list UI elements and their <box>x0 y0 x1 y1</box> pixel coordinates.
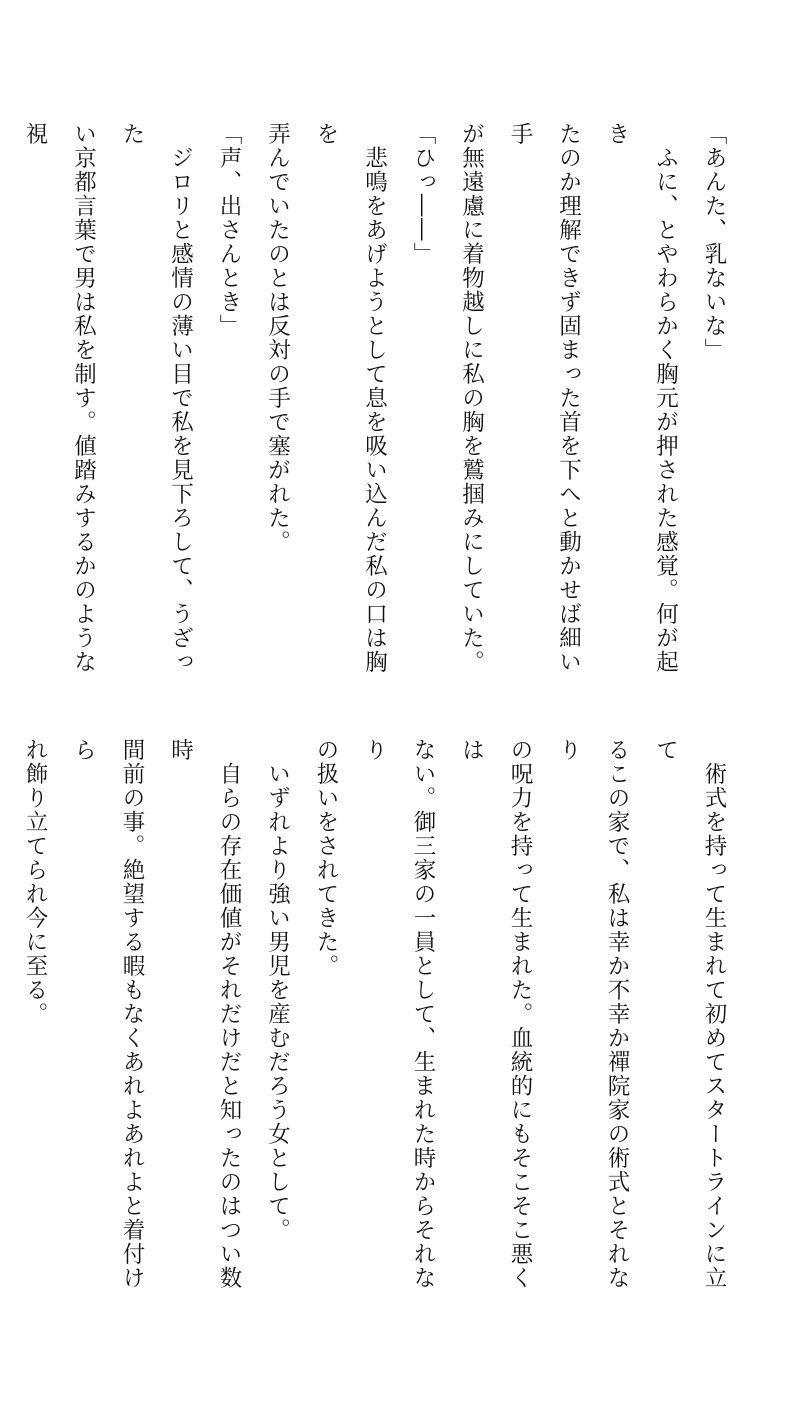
text-line: いずれより強い男児を産むだろう女として。 <box>264 738 291 1242</box>
text-line: たのか理解できず固まった首を下へと動かせば細い手 <box>507 122 582 674</box>
text-line: ない。御三家の一員として、生まれた時からそれなり <box>361 738 436 1290</box>
text-line: るこの家で、私は幸か不幸か禪院家の術式とそれなり <box>555 738 630 1290</box>
text-line: 間前の事。絶望する暇もなくあれよあれよと着付けら <box>70 738 145 1290</box>
text-line: い京都言葉で男は私を制す。値踏みするかのような視 <box>22 122 97 674</box>
text-line: 「声、出さんとき」 <box>216 122 242 338</box>
text-line: の扱いをされてきた。 <box>313 738 339 978</box>
text-line: 「ひっ――」 <box>410 122 436 266</box>
text-line: れ飾り立てられ今に至る。 <box>22 738 48 1026</box>
text-line: 術式を持って生まれて初めてスタートラインに立て <box>652 738 727 1290</box>
text-line: ふに、とやわらかく胸元が押された感覚。何が起き <box>604 122 679 674</box>
text-line: 自らの存在価値がそれだけだと知ったのはつい数時 <box>167 738 242 1290</box>
text-line: の呪力を持って生まれた。血統的にもそこそこ悪くは <box>458 738 533 1290</box>
text-line: ジロリと感情の薄い目で私を見下ろして、うざった <box>119 122 194 674</box>
text-column-block-bottom <box>22 738 738 1298</box>
text-line <box>0 122 11 682</box>
text-line: 悲鳴をあげようとして息を吸い込んだ私の口は胸を <box>313 122 388 674</box>
text-line: 弄んでいたのとは反対の手で塞がれた。 <box>264 122 291 554</box>
text-column-block-top <box>22 122 738 682</box>
text-line: が無遠慮に着物越しに私の胸を鷲掴みにしていた。 <box>458 122 485 674</box>
text-line <box>0 738 11 1298</box>
text-line: 「あんた、乳ないな」 <box>701 122 727 362</box>
